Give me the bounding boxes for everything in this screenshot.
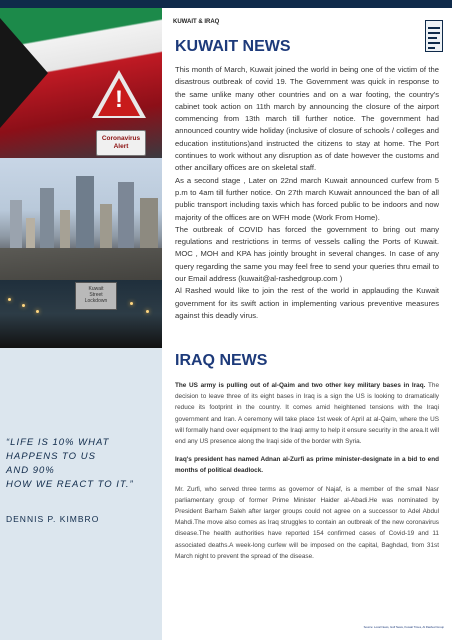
kuwait-news-body — [175, 64, 439, 322]
left-sidebar — [0, 8, 162, 640]
top-accent-bar — [0, 0, 452, 8]
quote-author: DENNIS P. KIMBRO — [6, 514, 100, 524]
iraq-paragraph-1 — [175, 380, 439, 447]
warning-exclamation-icon: ! — [115, 86, 123, 113]
photo-collage — [0, 8, 162, 348]
kuwait-paragraph-1: This month of March, Kuwait joined the world in being one of the victim of the disastrous outbreak of covid 19. The Government was quick in response to the same unlike many other countries and on a war footing, the country's cabinet took action on 11th march by announcing the closure of the airport commencing from 13th march till further notice. The government had announced country wide holiday (inclusive of closure of schools / colleges and education institutions)and instructed the citizens to stay at home. The Port continues to work without any disruption as of date however the customs and other ancillary offices are on skeletal staff. — [175, 65, 439, 173]
alert-sign-line-1: Coronavirus — [101, 135, 141, 142]
city-street-photo — [0, 158, 162, 288]
street-sign-line-2: Street — [89, 292, 103, 298]
quote-line-4: HOW WE REACT TO IT.” — [6, 479, 134, 490]
company-logo — [425, 20, 443, 52]
quote-line-3: AND 90% — [6, 465, 55, 476]
kuwait-paragraph-4: Al Rashed would like to join the rest of the world in applauding the Kuwait government for its swift action in implementing various preventive measures against this deadly virus. — [175, 286, 439, 320]
iraq-news-heading: IRAQ NEWS — [175, 352, 268, 369]
street-sign-line-3: Lockdown — [84, 298, 108, 304]
section-label: KUWAIT & IRAQ — [173, 19, 220, 25]
street-sign — [75, 282, 117, 310]
kuwait-paragraph-3: The outbreak of COVID has forced the government to bring out many regulations and restrictions in terms of vessels calling the Ports of Kuwait. MOC , MOH and KPA has jointly brought in several changes. In case of any query regarding the same you may feel free to send your queries thru email to our Email address (kuwait@al-rashedgroup.com ) — [175, 224, 439, 284]
iraq-paragraph-1-lead: The US army is pulling out of al-Qaim and two other key military bases in Iraq. — [175, 382, 426, 389]
coronavirus-alert-sign — [96, 130, 146, 156]
pull-quote — [6, 436, 156, 492]
quote-line-1: “LIFE IS 10% WHAT — [6, 437, 110, 448]
kuwait-paragraph-2: As a second stage , Later on 22nd march Kuwait announced curfew from 5 p.m to 4am till further notice. On 27th march Kuwait announced the ban of all public transport including taxis which has forced public to be indoors and now majority of the offices are on WFH mode (Work From Home). — [175, 175, 439, 222]
iraq-paragraph-3: Mr. Zurfi, who served three terms as governor of Najaf, is a member of the small Nasr parliamentary group of former Prime Minister Haider al-Abadi.He was nominated by President Barham Saleh after larger groups could not agree on a successor to Adel Abdul Mahdi.The move also comes as Iraq struggles to contain an outbreak of the new coronavirus disease.The health authorities have reported 154 confirmed cases of Covid-19 and 11 associated deaths.A week-long curfew will be imposed on the capital, Baghdad, from 31st March night to prevent the spread of the disease. — [175, 485, 439, 560]
kuwait-news-heading: KUWAIT NEWS — [175, 38, 291, 55]
street-sign-line-1: Kuwait — [88, 286, 104, 292]
quote-line-2: HAPPENS TO US — [6, 451, 96, 462]
flag-black-triangle — [0, 18, 48, 128]
iraq-news-body — [175, 380, 439, 569]
page-footer: Source: Local News, Gulf News, Kuwait Times, Al Rashed Group — [363, 625, 444, 629]
iraq-paragraph-1-body: The decision to leave three of its eight bases in Iraq is a sign the US is looking to dramatically reduce its footprint in the country. It comes amid heightened tensions with the Iraqi government and Iran. A ceremony will take place 1st week of April at al-Qaim, where the US will formally hand over equipment to the Iraqi army to help it ensure security in the area.It will end any US presence along the Iraqi side of the border with Syria. — [175, 382, 439, 446]
iraq-paragraph-2: Iraq's president has named Adnan al-Zurfi as prime minister-designate in a bid to end months of political deadlock. — [175, 456, 439, 475]
alert-sign-line-2: Alert — [113, 143, 129, 150]
